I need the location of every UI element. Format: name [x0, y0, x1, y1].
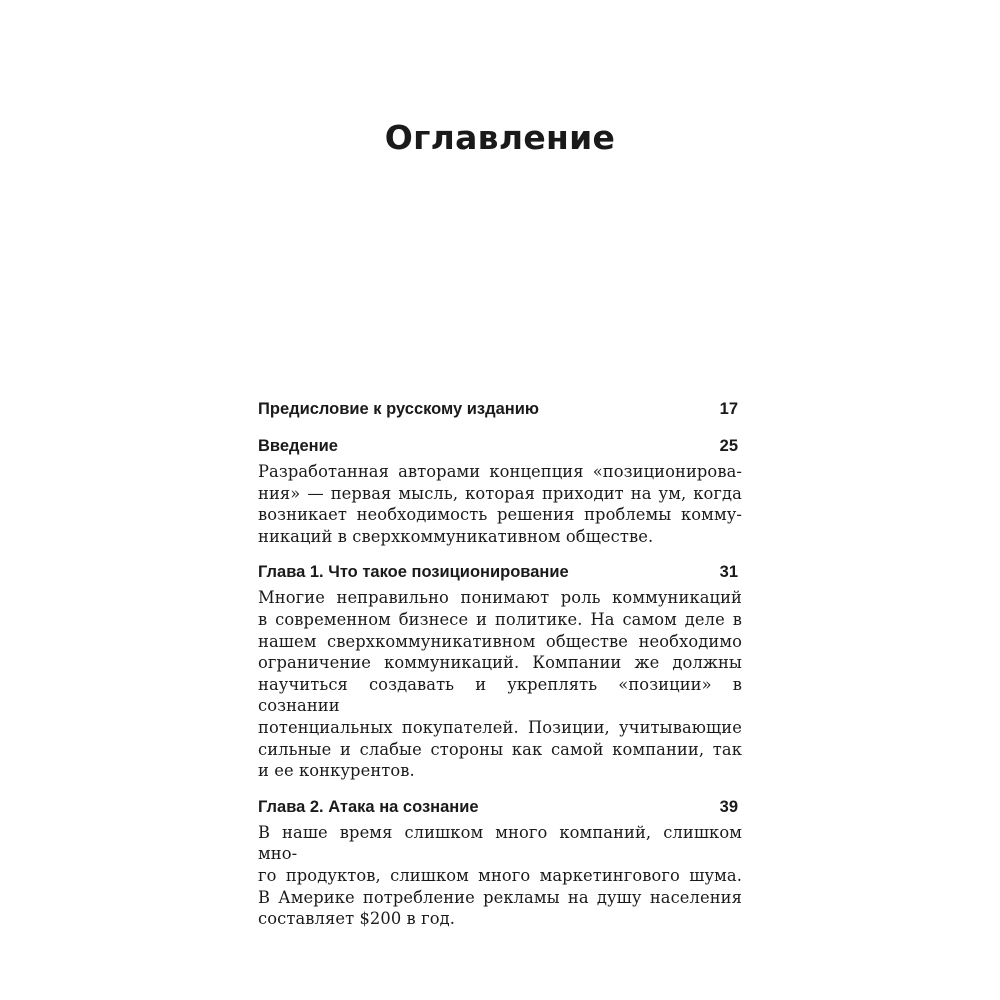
toc-entry-heading	[258, 435, 742, 457]
toc-entry-title: Глава 1. Что такое позиционирование	[258, 563, 569, 582]
toc-entry-description	[258, 587, 742, 781]
description-line: в современном бизнесе и политике. На самом деле в	[258, 609, 742, 629]
description-line: Многие неправильно понимают роль коммуникаций	[258, 588, 742, 608]
toc-entry-page-number: 25	[719, 437, 738, 455]
toc-entry-chapter-1	[258, 561, 742, 781]
toc-entry-title: Предисловие к русскому изданию	[258, 400, 539, 418]
toc-entry-chapter-2	[258, 796, 742, 930]
toc-entry-page-number: 17	[719, 400, 738, 418]
description-line: В наше время слишком много компаний, слишком мно-	[258, 822, 742, 864]
description-line: и ее конкурентов.	[258, 761, 415, 781]
description-line: научиться создавать и укреплять «позиции» в сознании	[258, 674, 742, 716]
toc-entry-description	[258, 822, 742, 930]
description-line: Разработанная авторами концепция «позиционирова-	[258, 462, 742, 481]
toc-entry-heading	[258, 398, 742, 420]
toc-entry-title: Введение	[258, 437, 338, 455]
toc-entry-title: Глава 2. Атака на сознание	[258, 797, 479, 816]
table-of-contents	[258, 398, 742, 944]
description-line: ния» — первая мысль, которая приходит на ум, когда	[258, 483, 742, 503]
toc-entry-heading	[258, 796, 742, 818]
description-line: потенциальных покупателей. Позиции, учитывающие	[258, 717, 742, 737]
toc-entry-introduction	[258, 435, 742, 547]
description-line: сильные и слабые стороны как самой компании, так	[258, 739, 742, 759]
toc-entry-heading	[258, 561, 742, 583]
toc-entry-page-number: 39	[719, 797, 738, 816]
page-title: Оглавление	[384, 118, 616, 157]
description-line: никаций в сверхкоммуникативном обществе.	[258, 526, 654, 546]
toc-entry-description	[258, 461, 742, 547]
description-line: составляет $200 в год.	[258, 909, 456, 929]
description-line: В Америке потребление рекламы на душу населения	[258, 887, 742, 907]
description-line: нашем сверхкоммуникативном обществе необходимо	[258, 631, 742, 651]
toc-entry-page-number: 31	[719, 563, 738, 582]
description-line: го продуктов, слишком много маркетингового шума.	[258, 865, 742, 885]
description-line: ограничение коммуникаций. Компании же должны	[258, 653, 742, 673]
description-line: возникает необходимость решения проблемы комму-	[258, 505, 742, 525]
toc-entry-preface	[258, 398, 742, 420]
